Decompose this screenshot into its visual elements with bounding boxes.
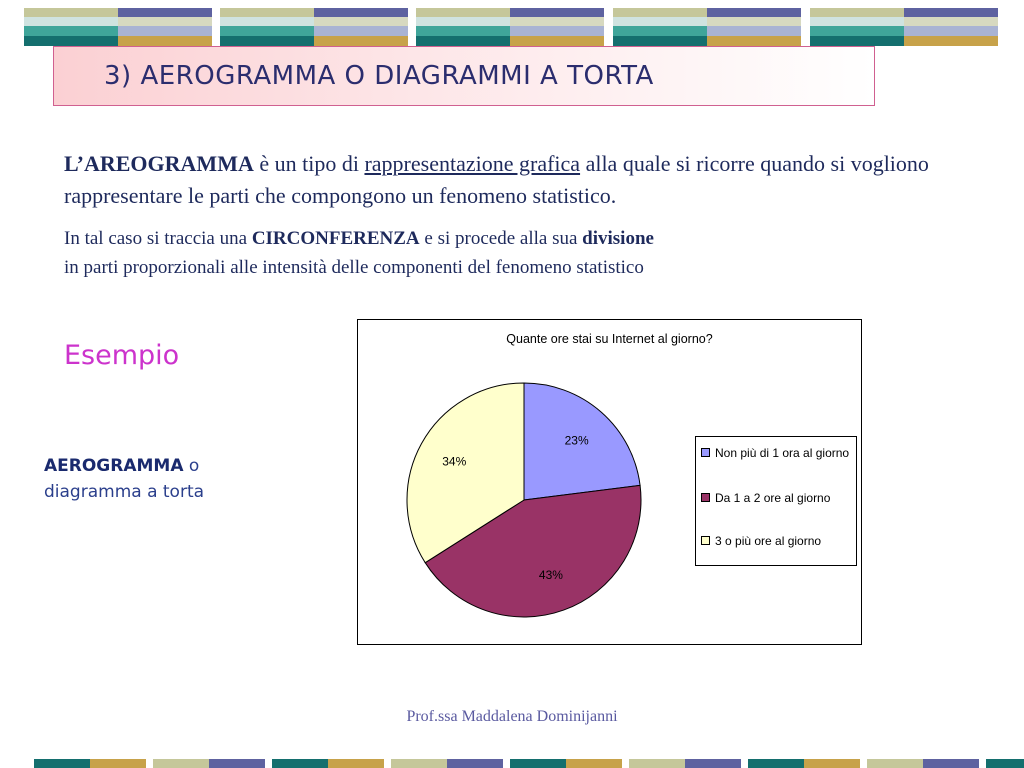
band-block xyxy=(24,8,212,46)
band-segment xyxy=(510,759,566,768)
method-text-b: e si procede alla sua xyxy=(419,228,583,249)
band-block xyxy=(810,8,998,46)
top-decorative-band xyxy=(24,8,999,46)
band-segment xyxy=(153,759,209,768)
legend-label: 3 o più ore al giorno xyxy=(715,534,822,548)
side-label xyxy=(44,453,284,505)
definition-text-b: alla quale si ricorre quando si vogliono rappresentare le parti che compongono un fenomeno statistico. xyxy=(64,151,929,208)
slice-label: 43% xyxy=(538,567,563,582)
example-heading: Esempio xyxy=(64,340,180,371)
band-segment xyxy=(272,759,328,768)
legend-label: Da 1 a 2 ore al giorno xyxy=(715,491,831,505)
band-segment xyxy=(923,759,979,768)
slice-label: 23% xyxy=(564,433,589,448)
method-text-a: In tal caso si traccia una xyxy=(64,228,252,249)
title-box xyxy=(53,46,875,106)
legend-swatch xyxy=(701,536,710,545)
band-segment xyxy=(34,759,90,768)
band-block xyxy=(613,8,801,46)
band-segment xyxy=(986,759,1024,768)
term-areogramma: L’AREOGRAMMA xyxy=(64,151,254,176)
legend-swatch xyxy=(701,448,710,457)
slide-title: 3) AEROGRAMMA O DIAGRAMMI A TORTA xyxy=(104,61,654,91)
band-segment xyxy=(804,759,860,768)
side-label-rest-a: o xyxy=(183,456,200,476)
footer-author: Prof.ssa Maddalena Dominijanni xyxy=(406,708,618,725)
legend-swatch xyxy=(701,493,710,502)
chart-legend xyxy=(695,436,857,566)
side-label-bold: AEROGRAMMA xyxy=(44,456,184,476)
slice-label: 34% xyxy=(442,454,467,469)
chart-title: Quante ore stai su Internet al giorno? xyxy=(506,332,713,346)
band-segment xyxy=(566,759,622,768)
side-label-rest-b: diagramma a torta xyxy=(44,482,205,502)
definition-text-a: è un tipo di xyxy=(253,151,365,176)
legend-label: Non più di 1 ora al giorno xyxy=(715,446,850,460)
bottom-decorative-band xyxy=(34,759,994,768)
band-segment xyxy=(447,759,503,768)
term-divisione: divisione xyxy=(582,228,654,249)
band-segment xyxy=(748,759,804,768)
method-paragraph xyxy=(64,224,964,282)
band-segment xyxy=(685,759,741,768)
term-circonferenza: CIRCONFERENZA xyxy=(251,228,420,249)
band-segment xyxy=(328,759,384,768)
band-segment xyxy=(867,759,923,768)
band-segment xyxy=(90,759,146,768)
rappresentazione-grafica-link[interactable]: rappresentazione grafica xyxy=(364,151,581,176)
band-block xyxy=(220,8,408,46)
band-block xyxy=(416,8,604,46)
band-segment xyxy=(209,759,265,768)
definition-paragraph xyxy=(64,148,1014,212)
method-text-c: in parti proporzionali alle intensità delle componenti del fenomeno statistico xyxy=(64,257,644,278)
band-segment xyxy=(629,759,685,768)
pie-chart xyxy=(357,319,862,645)
band-segment xyxy=(391,759,447,768)
